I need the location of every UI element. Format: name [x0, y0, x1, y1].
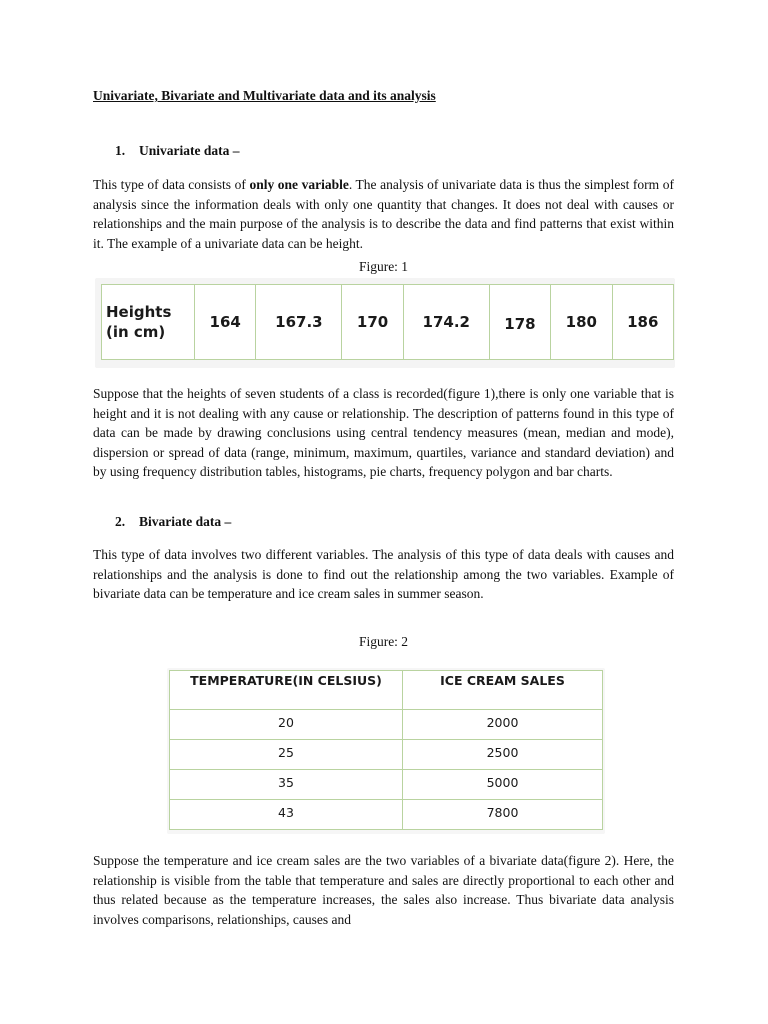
header-line: Heights	[106, 303, 172, 321]
table-row	[170, 770, 603, 800]
sales-cell: 5000	[403, 770, 603, 800]
univariate-intro-paragraph	[93, 175, 674, 253]
paragraph-emphasis: only one variable	[249, 177, 349, 192]
section-heading-bivariate	[115, 514, 231, 530]
temperature-cell: 35	[170, 770, 403, 800]
document-title: Univariate, Bivariate and Multivariate data and its analysis	[93, 88, 436, 103]
header-line: (in cm)	[106, 323, 166, 341]
height-cell: 167.3	[256, 285, 342, 360]
section-heading-text: Bivariate data –	[139, 514, 232, 529]
temperature-cell: 43	[170, 800, 403, 830]
sales-cell: 7800	[403, 800, 603, 830]
temperature-cell: 20	[170, 710, 403, 740]
height-cell: 174.2	[403, 285, 489, 360]
figure-1-caption: Figure: 1	[358, 259, 409, 274]
table-row	[170, 740, 603, 770]
height-cell: 178	[489, 285, 550, 360]
section-heading-univariate	[115, 143, 240, 159]
figure-2-caption: Figure: 2	[358, 634, 409, 649]
section-heading-text: Univariate data –	[139, 143, 240, 158]
section-number: 2.	[115, 514, 126, 529]
table-header-cell	[102, 285, 195, 360]
table-row	[170, 800, 603, 830]
column-header-temperature: TEMPERATURE(IN CELSIUS)	[170, 671, 403, 710]
bivariate-intro-paragraph: This type of data involves two different variables. The analysis of this type of data deals with causes and relationships and the analysis is done to find out the relationship among the two variables. Example of bivariate data can be temperature and ice cream sales in summer season.	[93, 547, 674, 602]
figure-1-heights-table	[101, 284, 674, 360]
height-cell: 186	[612, 285, 673, 360]
figure-2-temperature-sales-table	[169, 670, 603, 830]
height-cell: 180	[551, 285, 612, 360]
univariate-explanation-paragraph: Suppose that the heights of seven students of a class is recorded(figure 1),there is only one variable that is height and it is not dealing with any cause or relationship. The description of patterns found in this type of data can be made by drawing conclusions using central tendency measures (mean, median and mode), dispersion or spread of data (range, minimum, maximum, quartiles, variance and standard deviation) and by using frequency distribution tables, histograms, pie charts, frequency polygon and bar charts.	[93, 386, 674, 480]
height-cell: 164	[195, 285, 256, 360]
sales-cell: 2500	[403, 740, 603, 770]
table-row	[102, 285, 674, 360]
paragraph-text: . The analysis of univariate data is thus the simplest form of analysis since the information deals with only one quantity that changes. It does not deal with causes or relationships and the main purpose of the analysis is to describe the data and find patterns that exist within it. The example of a univariate data can be height.	[93, 177, 674, 251]
paragraph-text: This type of data consists of	[93, 177, 250, 192]
table-header-row	[170, 671, 603, 710]
temperature-cell: 25	[170, 740, 403, 770]
section-number: 1.	[115, 143, 126, 158]
sales-cell: 2000	[403, 710, 603, 740]
table-row	[170, 710, 603, 740]
bivariate-explanation-paragraph: Suppose the temperature and ice cream sales are the two variables of a bivariate data(figure 2). Here, the relationship is visible from the table that temperature and sales are directly proportional to each other and thus related because as the temperature increases, the sales also increase. Thus bivariate data analysis involves comparisons, relationships, causes and	[93, 853, 674, 927]
column-header-ice-cream-sales: ICE CREAM SALES	[403, 671, 603, 710]
height-cell: 170	[342, 285, 403, 360]
